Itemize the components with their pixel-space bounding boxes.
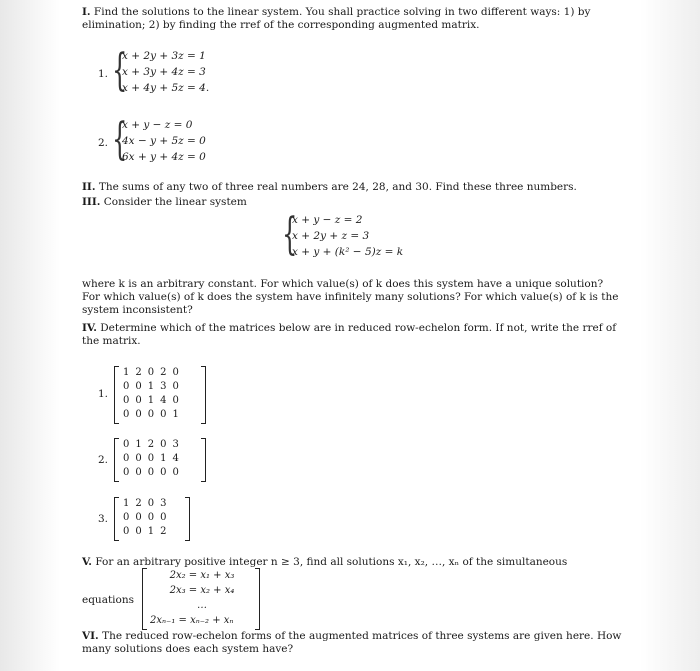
- m2-row: [120, 438, 182, 452]
- m2-cell: 4: [172, 453, 179, 464]
- m3-cell: 0: [147, 512, 155, 523]
- m1-cell: 1: [123, 367, 130, 378]
- matrix-2-number: 2.: [98, 454, 109, 466]
- m2-cell: 0: [135, 467, 142, 478]
- system-1-eq-1: x + 2y + 3z = 1: [122, 50, 206, 62]
- problem-5-eq-1: 2x₂ = x₁ + x₃: [169, 570, 235, 581]
- matrix-3-table: [120, 497, 170, 539]
- system-2-eq-2: 4x − y + 5z = 0: [122, 135, 206, 147]
- m1-cell: 1: [147, 381, 155, 392]
- m1-cell: 2: [135, 367, 142, 378]
- m1-cell: 0: [147, 367, 155, 378]
- m3-cell: 1: [147, 526, 155, 537]
- equations-word: equations: [82, 594, 135, 606]
- matrix-1-table: [120, 366, 182, 422]
- m1-cell: 0: [172, 381, 179, 392]
- matrix-1: [114, 366, 206, 424]
- m3-cell: 3: [160, 498, 167, 509]
- system-1-number: 1.: [98, 68, 109, 80]
- matrix-1-number: 1.: [98, 388, 109, 400]
- matrix-3: [114, 497, 190, 541]
- m2-row: [120, 466, 182, 480]
- page-shadow-right: [640, 0, 700, 671]
- m3-cell: 0: [147, 498, 155, 509]
- m2-cell: 0: [123, 467, 130, 478]
- m1-cell: 0: [160, 409, 167, 420]
- m1-cell: 0: [147, 409, 155, 420]
- m1-cell: 0: [123, 395, 130, 406]
- m3-cell: 0: [135, 526, 142, 537]
- system-1-eq-3: x + 4y + 5z = 4.: [122, 82, 210, 94]
- problem-5-eq-2: 2x₃ = x₂ + x₄: [169, 585, 235, 596]
- m2-cell: 0: [147, 453, 155, 464]
- m2-cell: 0: [160, 467, 167, 478]
- m1-row: [120, 380, 182, 394]
- m1-cell: 4: [160, 395, 167, 406]
- problem-5-eq-dots: …: [197, 600, 207, 611]
- m2-cell: 0: [123, 439, 130, 450]
- matrix-2: [114, 438, 206, 482]
- m2-cell: 3: [172, 439, 179, 450]
- m3-cell: 0: [135, 512, 142, 523]
- m1-cell: 3: [160, 381, 167, 392]
- m1-cell: 0: [172, 367, 179, 378]
- m3-cell: 1: [123, 498, 130, 509]
- system-3-eq-1: x + y − z = 2: [292, 214, 363, 226]
- m3-row: [120, 525, 170, 539]
- m2-cell: 1: [135, 439, 142, 450]
- problem-4-text: IV. Determine which of the matrices below are in reduced row-echelon form. If not, write the rref of the matrix.: [82, 322, 617, 347]
- matrix-2-table: [120, 438, 182, 480]
- m3-row: [120, 511, 170, 525]
- m1-row: [120, 366, 182, 380]
- problem-5-eq-last: 2xₙ₋₁ = xₙ₋₂ + xₙ: [150, 615, 234, 626]
- m2-cell: 0: [123, 453, 130, 464]
- problem-3-text: III. Consider the linear system: [82, 196, 247, 208]
- problem-5-equations: [142, 568, 260, 630]
- system-1-eq-2: x + 3y + 4z = 3: [122, 66, 206, 78]
- problem-3-question: where k is an arbitrary constant. For which value(s) of k does this system have a unique solution? For which value(s) of k does the system have infinitely many solutions? For which value(s) of k is the system inconsistent?: [82, 278, 619, 316]
- m2-cell: 0: [172, 467, 179, 478]
- m3-row: [120, 497, 170, 511]
- system-2-number: 2.: [98, 137, 109, 149]
- m3-cell: 0: [123, 512, 130, 523]
- matrix-3-number: 3.: [98, 513, 109, 525]
- m1-cell: 0: [123, 409, 130, 420]
- m2-cell: 2: [147, 439, 155, 450]
- m1-cell: 0: [135, 409, 142, 420]
- system-2-eq-3: 6x + y + 4z = 0: [122, 151, 206, 163]
- problem-6-text: VI. The reduced row-echelon forms of the augmented matrices of three systems are given here. How many solutions does each system have?: [82, 630, 622, 655]
- m3-cell: 0: [160, 512, 167, 523]
- problem-1-text: I. Find the solutions to the linear system. You shall practice solving in two different ways: 1) by elimination; 2) by finding the rref of the corresponding augmented matrix.: [82, 6, 591, 31]
- m1-cell: 0: [172, 395, 179, 406]
- problem-2-text: II. The sums of any two of three real numbers are 24, 28, and 30. Find these three numbers.: [82, 181, 577, 193]
- system-2: [112, 114, 232, 167]
- m2-cell: 0: [135, 453, 142, 464]
- m1-cell: 0: [123, 381, 130, 392]
- system-1-brace: {: [112, 45, 128, 96]
- m3-cell: 2: [160, 526, 167, 537]
- m2-cell: 0: [160, 439, 167, 450]
- m3-cell: 2: [135, 498, 142, 509]
- m2-row: [120, 452, 182, 466]
- m1-cell: 0: [135, 381, 142, 392]
- system-3: [282, 209, 442, 262]
- m2-cell: 1: [160, 453, 167, 464]
- m1-cell: 1: [147, 395, 155, 406]
- system-3-eq-3: x + y + (k² − 5)z = k: [292, 246, 404, 258]
- m1-row: [120, 408, 182, 422]
- system-3-brace: {: [282, 209, 298, 260]
- m3-cell: 0: [123, 526, 130, 537]
- m1-row: [120, 394, 182, 408]
- system-1: [112, 45, 232, 98]
- system-2-eq-1: x + y − z = 0: [122, 119, 193, 131]
- m1-cell: 0: [135, 395, 142, 406]
- page-shadow-left: [0, 0, 60, 671]
- m1-cell: 2: [160, 367, 167, 378]
- m2-cell: 0: [147, 467, 155, 478]
- m1-cell: 1: [172, 409, 179, 420]
- problem-5-text: V. For an arbitrary positive integer n ≥ 3, find all solutions x₁, x₂, …, xₙ of the simultaneous: [82, 556, 568, 568]
- system-2-brace: {: [112, 114, 128, 165]
- system-3-eq-2: x + 2y + z = 3: [292, 230, 370, 242]
